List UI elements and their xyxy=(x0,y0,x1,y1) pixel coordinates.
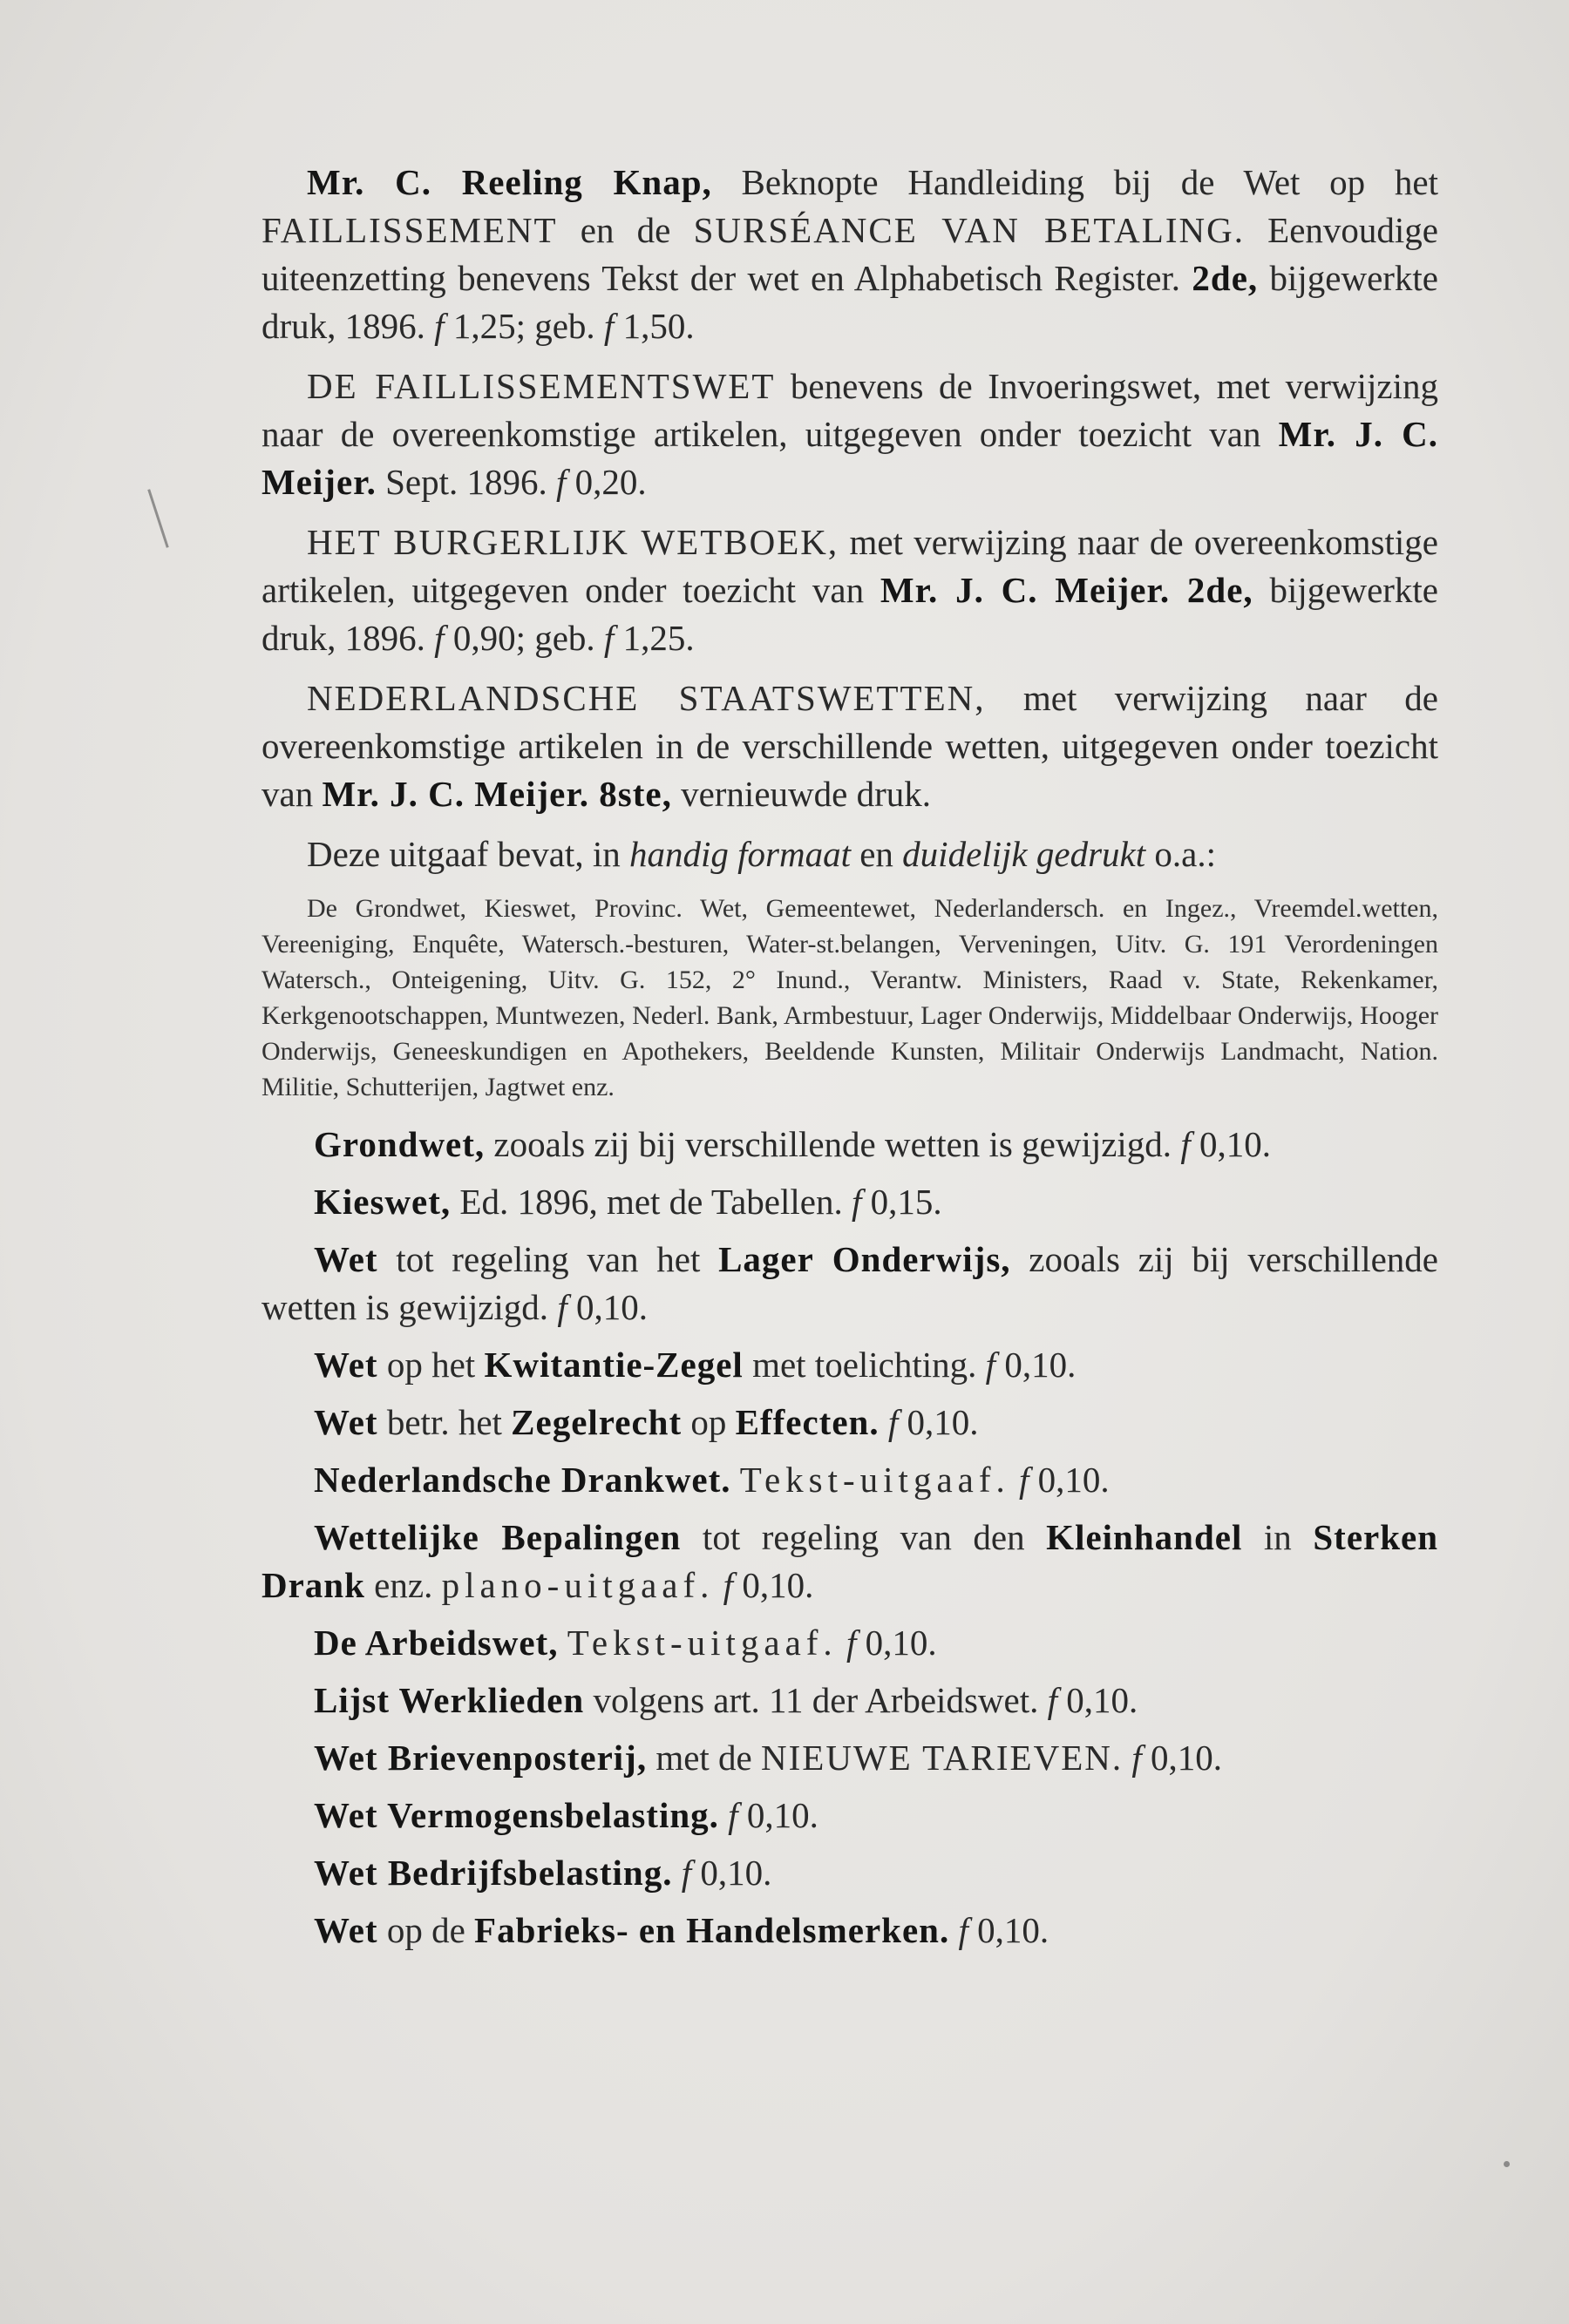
text-segment: tot regeling van het xyxy=(377,1239,719,1279)
currency-symbol: f xyxy=(723,1565,734,1605)
bold-text: Fabrieks- en Handelsmerken. xyxy=(474,1910,950,1950)
contents-list: De Grondwet, Kieswet, Provinc. Wet, Gemeentewet, Nederlandersch. en Ingez., Vreemdel.wetten, Vereeniging, Enquête, Watersch.-besturen, Water-st.belangen, Verveningen, Uitv. G. 191 Verordeningen Watersch., Onteigening, Uitv. G. 152, 2° Inund., Verantw. Ministers, Raad v. State, Rekenkamer, Kerkgenootschappen, Muntwezen, Nederl. Bank, Armbestuur, Lager Onderwijs, Middelbaar Onderwijs, Hooger Onderwijs, Geneeskundigen en Apothekers, Beeldende Kunsten, Militair Onderwijs Landmacht, Nation. Militie, Schutterijen, Jagtwet enz. xyxy=(262,894,1438,1101)
text-segment: op de xyxy=(377,1910,475,1950)
text-segment: bijgewerkte druk, 1896. xyxy=(262,258,1439,346)
text-segment: 0,10. xyxy=(968,1910,1049,1950)
text-segment: Beknopte Handleiding bij de Wet op het xyxy=(711,162,1438,202)
paragraph-reeling xyxy=(262,159,1438,350)
text-segment: 0,10. xyxy=(995,1345,1077,1385)
currency-symbol: f xyxy=(1180,1124,1191,1164)
currency-symbol: duidelijk gedrukt xyxy=(902,834,1146,874)
text-segment: betr. het xyxy=(377,1402,512,1442)
text-segment: Deze uitgaaf bevat, in xyxy=(307,834,629,874)
text-segment: zooals zij bij verschillende wetten is gewijzigd. xyxy=(262,1239,1438,1327)
law-items-list xyxy=(262,1121,1438,1955)
text-segment: plano-uitgaaf. xyxy=(441,1565,715,1605)
currency-symbol: f xyxy=(846,1623,857,1663)
item-bedrijfsbelasting xyxy=(262,1849,1438,1897)
item-fabrieksmerken xyxy=(262,1907,1438,1955)
item-arbeidswet xyxy=(262,1619,1438,1667)
text-segment xyxy=(949,1910,958,1950)
text-segment xyxy=(558,1623,567,1663)
text-segment xyxy=(838,1623,846,1663)
currency-symbol: f xyxy=(958,1910,968,1950)
bold-text: Mr. J. C. Meijer. 2de, xyxy=(880,570,1253,610)
text-segment xyxy=(1010,1460,1019,1500)
text-segment: SURSÉANCE VAN BETALING. xyxy=(693,210,1245,250)
text-segment: 0,10. xyxy=(1141,1738,1223,1778)
currency-symbol: f xyxy=(985,1345,996,1385)
text-segment: met verwijzing naar de overeenkomstige artikelen in de verschillende wetten, uitgegeven onder toezicht van xyxy=(262,678,1438,814)
text-segment: 1,50. xyxy=(614,306,695,346)
text-segment: 0,10. xyxy=(737,1795,818,1835)
text-segment: 0,10. xyxy=(856,1623,937,1663)
item-kleinhandel xyxy=(262,1514,1438,1609)
text-segment: benevens de Invoeringswet, met verwijzing naar de overeenkomstige artikelen, uitgegeven onder toezicht van xyxy=(262,366,1439,454)
currency-symbol: f xyxy=(1019,1460,1029,1500)
text-segment: Tekst-uitgaaf. xyxy=(567,1623,838,1663)
bold-text: Effecten. xyxy=(735,1402,880,1442)
paragraph-staatswetten xyxy=(262,674,1438,818)
item-zegelrecht xyxy=(262,1399,1438,1447)
bold-text: Grondwet, xyxy=(314,1124,486,1164)
text-segment: 0,20. xyxy=(566,462,647,502)
currency-symbol: f xyxy=(434,618,445,658)
text-segment xyxy=(731,1460,740,1500)
bold-text: Wet xyxy=(314,1239,378,1279)
catalogue-text xyxy=(262,159,1438,1964)
text-segment xyxy=(719,1795,728,1835)
text-segment: Sept. 1896. xyxy=(376,462,556,502)
text-segment: op het xyxy=(377,1345,485,1385)
text-segment: volgens art. 11 der Arbeidswet. xyxy=(584,1680,1048,1720)
text-segment xyxy=(1123,1738,1131,1778)
text-segment: 1,25; geb. xyxy=(444,306,604,346)
text-segment: FAILLISSEMENT xyxy=(262,210,558,250)
text-segment: vernieuwde druk. xyxy=(671,774,931,814)
currency-symbol: handig formaat xyxy=(628,834,851,874)
currency-symbol: f xyxy=(1131,1738,1142,1778)
item-drankwet xyxy=(262,1456,1438,1504)
text-segment: 0,10. xyxy=(567,1287,648,1327)
text-segment: 1,25. xyxy=(614,618,695,658)
bold-text: De Arbeidswet, xyxy=(314,1623,559,1663)
currency-symbol: f xyxy=(557,1287,567,1327)
bold-text: Wet Vermogensbelasting. xyxy=(314,1795,719,1835)
bold-text: Wet xyxy=(314,1910,378,1950)
text-segment: zooals zij bij verschillende wetten is gewijzigd. xyxy=(485,1124,1181,1164)
currency-symbol: f xyxy=(434,306,445,346)
text-segment: o.a.: xyxy=(1145,834,1216,874)
bold-text: Wet xyxy=(314,1402,378,1442)
text-segment: DE FAILLISSEMENTSWET xyxy=(307,366,776,406)
text-segment: in xyxy=(1242,1517,1314,1557)
text-segment: 0,10. xyxy=(733,1565,814,1605)
margin-pencil-mark xyxy=(147,489,168,548)
currency-symbol: f xyxy=(555,462,567,502)
text-segment: met verwijzing naar de overeenkomstige artikelen, uitgegeven onder toezicht van xyxy=(262,522,1438,610)
item-vermogensbelasting xyxy=(262,1792,1438,1840)
text-segment: 0,10. xyxy=(1029,1460,1110,1500)
paragraph-faillissementswet xyxy=(262,362,1438,506)
publication-descriptions xyxy=(262,159,1438,878)
text-segment: 0,10. xyxy=(898,1402,979,1442)
text-segment: Ed. 1896, met de Tabellen. xyxy=(451,1182,852,1222)
item-werklieden xyxy=(262,1677,1438,1724)
bold-text: Kwitantie-Zegel xyxy=(484,1345,744,1385)
text-segment: Tekst-uitgaaf. xyxy=(739,1460,1010,1500)
text-segment: 0,15. xyxy=(861,1182,942,1222)
bold-text: 2de, xyxy=(1192,258,1259,298)
text-segment: op xyxy=(682,1402,736,1442)
currency-symbol: f xyxy=(728,1795,738,1835)
bold-text: Mr. J. C. Meijer. xyxy=(262,414,1438,502)
currency-symbol: f xyxy=(851,1182,862,1222)
text-segment: met toelichting. xyxy=(743,1345,986,1385)
bold-text: Lijst Werklieden xyxy=(314,1680,585,1720)
ink-speck xyxy=(1504,2161,1510,2167)
currency-symbol: f xyxy=(887,1402,899,1442)
bold-text: Wet xyxy=(314,1345,378,1385)
text-segment: enz. xyxy=(364,1565,442,1605)
text-segment: met de xyxy=(647,1738,762,1778)
bold-text: Mr. C. Reeling Knap, xyxy=(307,162,712,202)
text-segment: bijgewerkte druk, 1896. xyxy=(262,570,1439,658)
bold-text: Mr. J. C. Meijer. 8ste, xyxy=(322,774,672,814)
text-segment: tot regeling van den xyxy=(681,1517,1047,1557)
currency-symbol: f xyxy=(681,1853,692,1893)
paragraph-inhoud xyxy=(262,830,1438,878)
bold-text: Wet Brievenposterij, xyxy=(314,1738,648,1778)
item-lager-onderwijs xyxy=(262,1236,1438,1331)
item-grondwet xyxy=(262,1121,1438,1169)
bold-text: Kleinhandel xyxy=(1046,1517,1243,1557)
text-segment: 0,10. xyxy=(691,1853,772,1893)
text-segment: 0,90; geb. xyxy=(444,618,604,658)
paragraph-burgerlijk xyxy=(262,518,1438,662)
text-segment: NIEUWE TARIEVEN. xyxy=(761,1738,1124,1778)
item-brievenposterij xyxy=(262,1734,1438,1782)
text-segment: 0,10. xyxy=(1057,1680,1138,1720)
text-segment xyxy=(672,1853,681,1893)
bold-text: Kieswet, xyxy=(314,1182,452,1222)
currency-symbol: f xyxy=(1047,1680,1057,1720)
text-segment: en de xyxy=(557,210,694,250)
item-kwitantie xyxy=(262,1341,1438,1389)
bold-text: Lager Onderwijs, xyxy=(718,1239,1011,1279)
item-kieswet xyxy=(262,1178,1438,1226)
bold-text: Zegelrecht xyxy=(511,1402,683,1442)
bold-text: Wet Bedrijfsbelasting. xyxy=(314,1853,673,1893)
currency-symbol: f xyxy=(603,306,615,346)
text-segment xyxy=(714,1565,723,1605)
text-segment: Eenvoudige uiteenzetting benevens Tekst der wet en Alphabetisch Register. xyxy=(262,210,1438,298)
currency-symbol: f xyxy=(603,618,615,658)
text-segment: NEDERLANDSCHE STAATSWETTEN, xyxy=(307,678,986,718)
text-segment xyxy=(880,1402,888,1442)
bold-text: Nederlandsche Drankwet. xyxy=(314,1460,731,1500)
text-segment: HET BURGERLIJK WETBOEK, xyxy=(307,522,839,562)
bold-text: Wettelijke Bepalingen xyxy=(314,1517,682,1557)
bold-text: Sterken Drank xyxy=(262,1517,1439,1605)
text-segment: 0,10. xyxy=(1190,1124,1271,1164)
text-segment: en xyxy=(850,834,903,874)
